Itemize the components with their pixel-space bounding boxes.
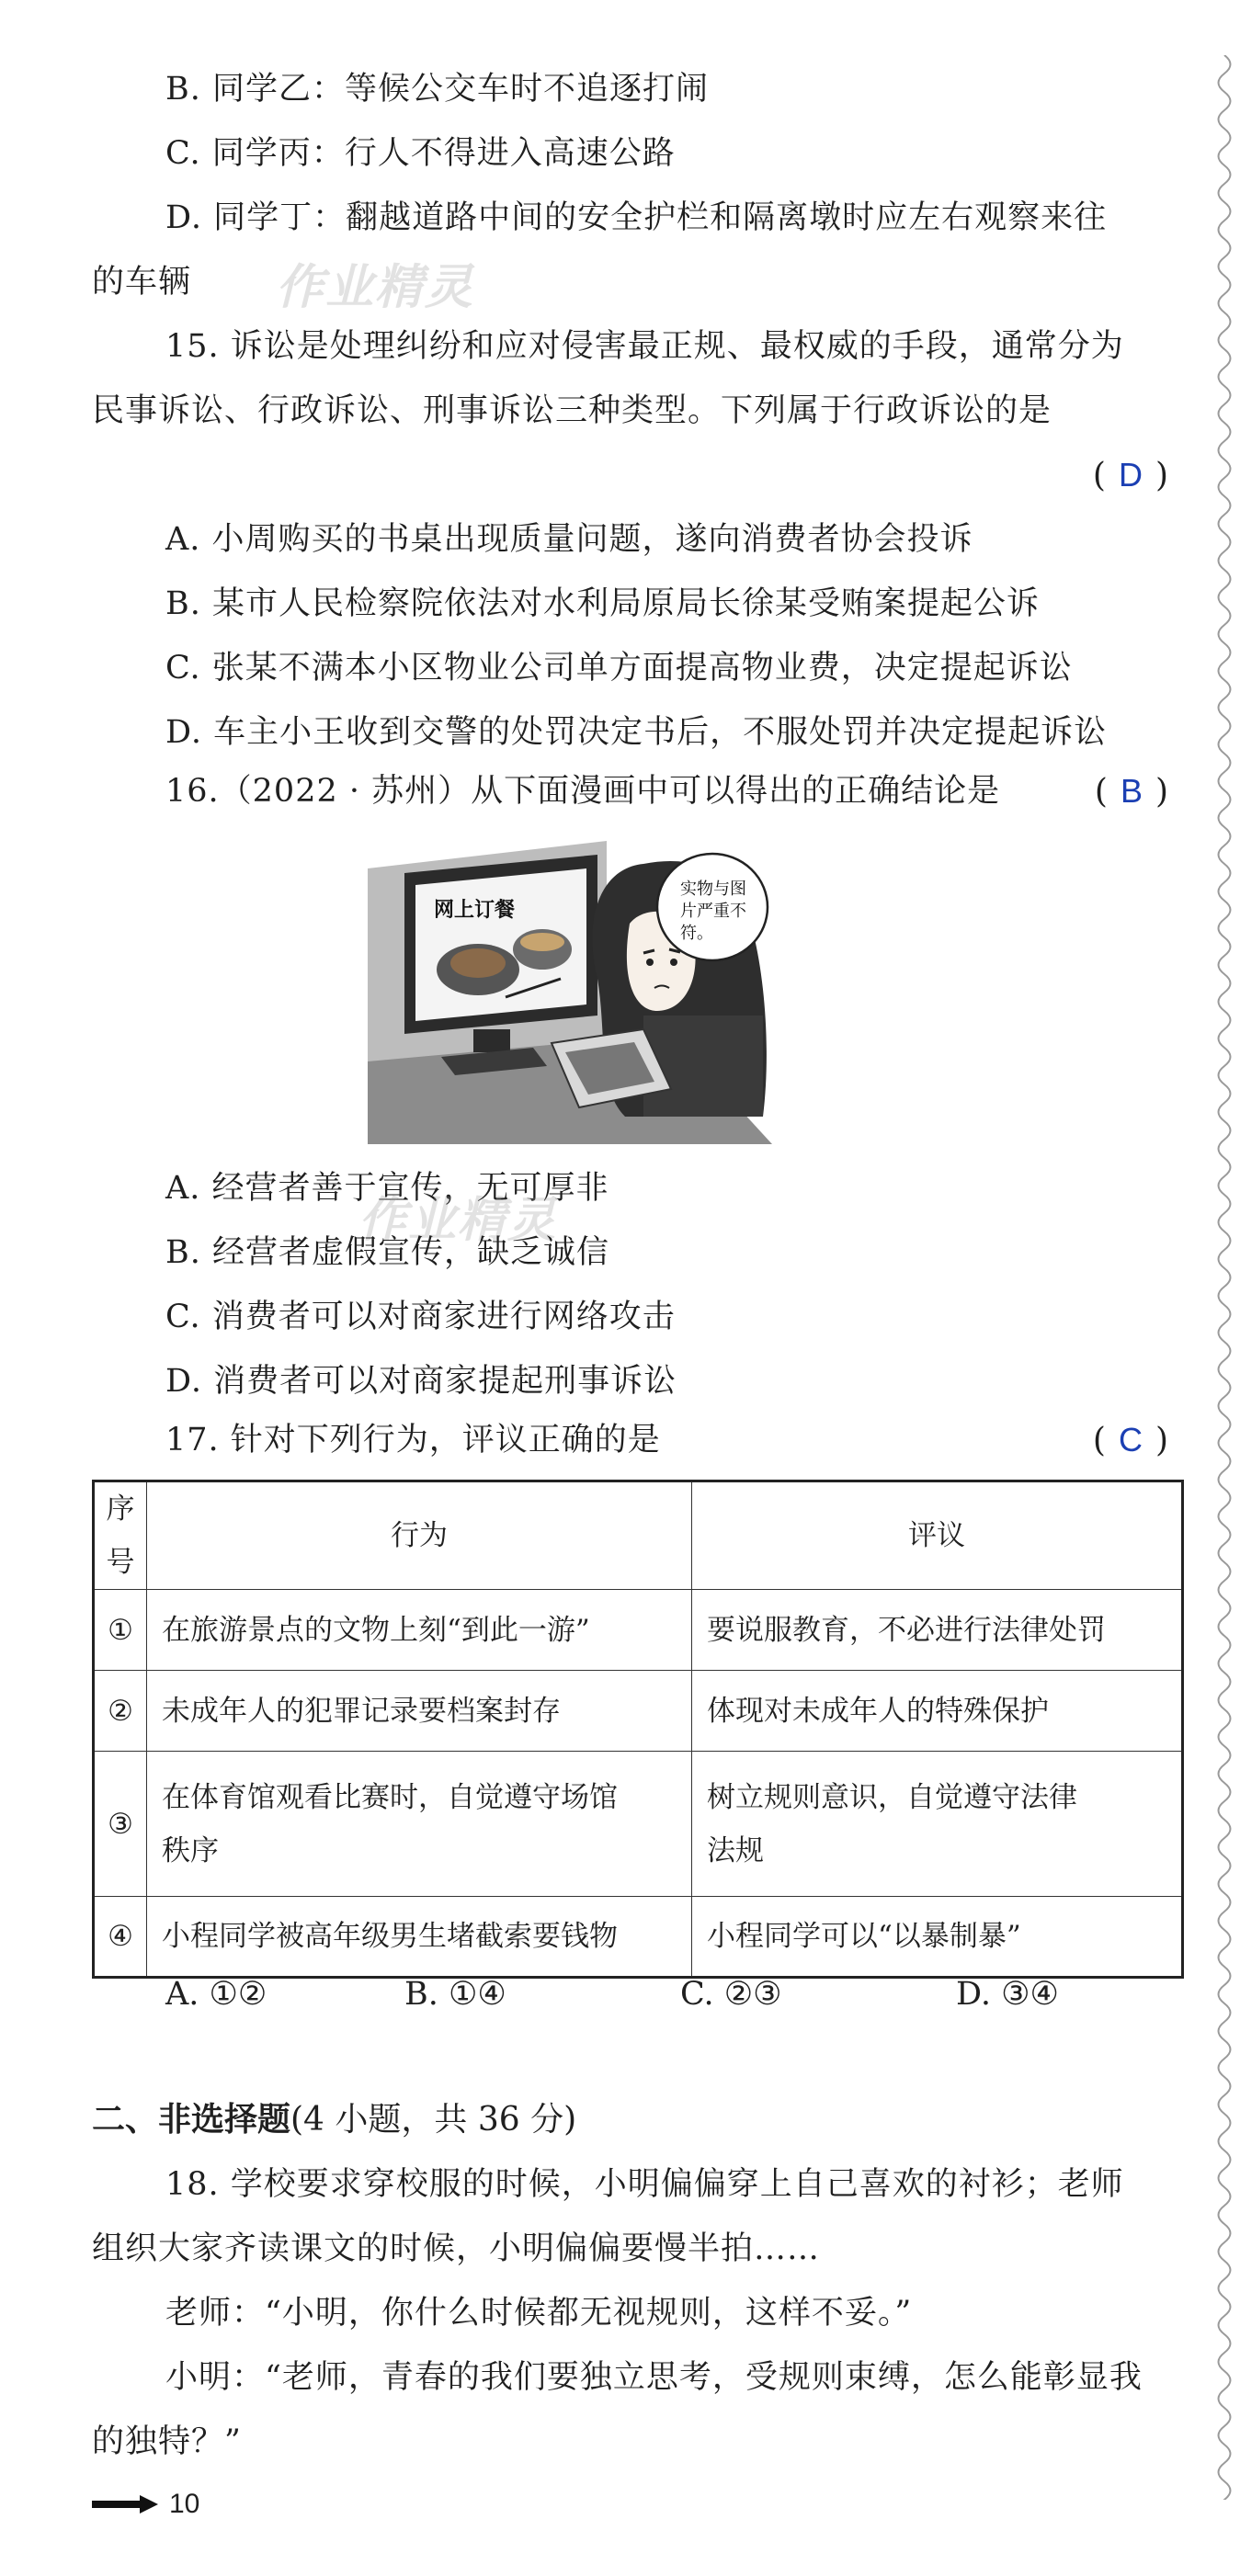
- row-comment: [692, 1590, 1183, 1671]
- q15-stem-line2: 民事诉讼、行政诉讼、刑事诉讼三种类型。下列属于行政诉讼的是: [92, 392, 1052, 429]
- cartoon-online-ordering: [368, 841, 772, 1144]
- header-number: 序号: [94, 1481, 147, 1590]
- q15-option-a: A. 小周购买的书桌出现质量问题，遂向消费者协会投诉: [165, 521, 973, 558]
- q14-option-d-line1: D. 同学丁：翻越道路中间的安全护栏和隔离墩时应左右观察来往: [165, 199, 1108, 236]
- comment-text: 树立规则意识，自觉遵守法律: [707, 1780, 1077, 1814]
- row-number: ④: [94, 1897, 147, 1978]
- paren-open: (: [1092, 1422, 1119, 1459]
- q18-line1: 18. 学校要求穿校服的时候，小明偏偏穿上自己喜欢的衬衫；老师: [165, 2166, 1124, 2203]
- q17-option-b: B. ①④: [404, 1976, 506, 2013]
- behavior-text: 未成年人的犯罪记录要档案封存: [162, 1694, 561, 1728]
- speech-line3: 符。: [680, 924, 713, 943]
- arrow-right-icon: [92, 2493, 158, 2515]
- q18-xiaoming-line1: 小明：“老师，青春的我们要独立思考，受规则束缚，怎么能彰显我: [165, 2359, 1143, 2396]
- q17-answer-letter: C: [1118, 1421, 1155, 1458]
- comment-text: 体现对未成年人的特殊保护: [707, 1694, 1049, 1728]
- comment-text-cont: 法规: [707, 1833, 764, 1867]
- q15-option-d: D. 车主小王收到交警的处罚决定书后，不服处罚并决定提起诉讼: [165, 714, 1108, 751]
- row-comment: [692, 1671, 1183, 1752]
- cartoon-speech-bubble: [657, 854, 768, 960]
- section-detail: (4 小题，共 36 分): [290, 2101, 577, 2139]
- q14-option-c: C. 同学丙：行人不得进入高速公路: [165, 135, 676, 172]
- q18-line2: 组织大家齐读课文的时候，小明偏偏要慢半拍……: [92, 2230, 821, 2267]
- row-number: ②: [94, 1671, 147, 1752]
- q16-option-d: D. 消费者可以对商家提起刑事诉讼: [165, 1363, 677, 1400]
- q14-option-d-line2: 的车辆: [92, 264, 192, 301]
- paren-close: ): [1155, 457, 1181, 494]
- behavior-text: 小程同学被高年级男生堵截索要钱物: [162, 1920, 618, 1953]
- q18-xiaoming-line2: 的独特？”: [92, 2423, 242, 2460]
- q15-answer-letter: D: [1118, 456, 1155, 494]
- header-comment: 评议: [692, 1481, 1183, 1590]
- q16-option-c: C. 消费者可以对商家进行网络攻击: [165, 1299, 676, 1335]
- q16-option-a: A. 经营者善于宣传，无可厚非: [165, 1170, 609, 1207]
- behavior-evaluation-table: [92, 1480, 1184, 1979]
- q17-option-d: D. ③④: [956, 1976, 1059, 2013]
- q15-stem-line1: 15. 诉讼是处理纠纷和应对侵害最正规、最权威的手段，通常分为: [165, 328, 1124, 365]
- table-header-row: [94, 1481, 1183, 1590]
- section-title: 二、非选择题: [92, 2101, 291, 2139]
- row-behavior: [147, 1752, 692, 1897]
- q16-option-b: B. 经营者虚假宣传，缺乏诚信: [165, 1234, 609, 1271]
- page-footer: [92, 2481, 199, 2527]
- paren-open: (: [1094, 773, 1121, 811]
- paren-close: ): [1155, 773, 1181, 811]
- q16-answer-letter: B: [1120, 772, 1155, 810]
- row-behavior: [147, 1671, 692, 1752]
- row-behavior: [147, 1590, 692, 1671]
- q17-option-a: A. ①②: [165, 1976, 267, 2013]
- page-number: 10: [169, 2489, 200, 2519]
- speech-line2: 片严重不: [680, 902, 746, 921]
- watermark: 作业精灵: [276, 260, 475, 315]
- q17-stem: 17. 针对下列行为，评议正确的是: [165, 1422, 661, 1458]
- row-behavior: [147, 1897, 692, 1978]
- header-behavior: 行为: [147, 1481, 692, 1590]
- q17-answer: [1093, 1417, 1181, 1464]
- q15-answer: [1093, 452, 1181, 499]
- table-row: [94, 1897, 1183, 1978]
- q15-option-b: B. 某市人民检察院依法对水利局原局长徐某受贿案提起公诉: [165, 585, 1040, 622]
- speech-line1: 实物与图: [680, 879, 746, 899]
- table-row: [94, 1671, 1183, 1752]
- comment-text: 小程同学可以“以暴制暴”: [707, 1920, 1021, 1953]
- paren-close: ): [1155, 1422, 1181, 1459]
- behavior-text: 在旅游景点的文物上刻“到此一游”: [162, 1613, 590, 1647]
- row-comment: [692, 1752, 1183, 1897]
- table-row: [94, 1590, 1183, 1671]
- cartoon-screen-title: 网上订餐: [434, 899, 516, 922]
- section-heading: [92, 2097, 576, 2143]
- behavior-text-cont: 秩序: [162, 1833, 219, 1867]
- row-number: ③: [94, 1752, 147, 1897]
- row-comment: [692, 1897, 1183, 1978]
- q18-teacher-line: 老师：“小明，你什么时候都无视规则，这样不妥。”: [165, 2295, 913, 2332]
- q16-stem: 16.（2022 · 苏州）从下面漫画中可以得出的正确结论是: [165, 773, 1001, 810]
- table-row: [94, 1752, 1183, 1897]
- wavy-border-decoration: [1209, 55, 1240, 2500]
- paren-open: (: [1092, 457, 1119, 494]
- q15-option-c: C. 张某不满本小区物业公司单方面提高物业费，决定提起诉讼: [165, 650, 1073, 687]
- q14-option-b: B. 同学乙：等候公交车时不追逐打闹: [165, 71, 709, 108]
- q17-option-c: C. ②③: [680, 1976, 782, 2013]
- watermark: 作业精灵: [358, 1193, 558, 1248]
- comment-text: 要说服教育，不必进行法律处罚: [707, 1613, 1106, 1647]
- row-number: ①: [94, 1590, 147, 1671]
- behavior-text: 在体育馆观看比赛时，自觉遵守场馆: [162, 1780, 618, 1814]
- q16-answer: [1095, 768, 1181, 815]
